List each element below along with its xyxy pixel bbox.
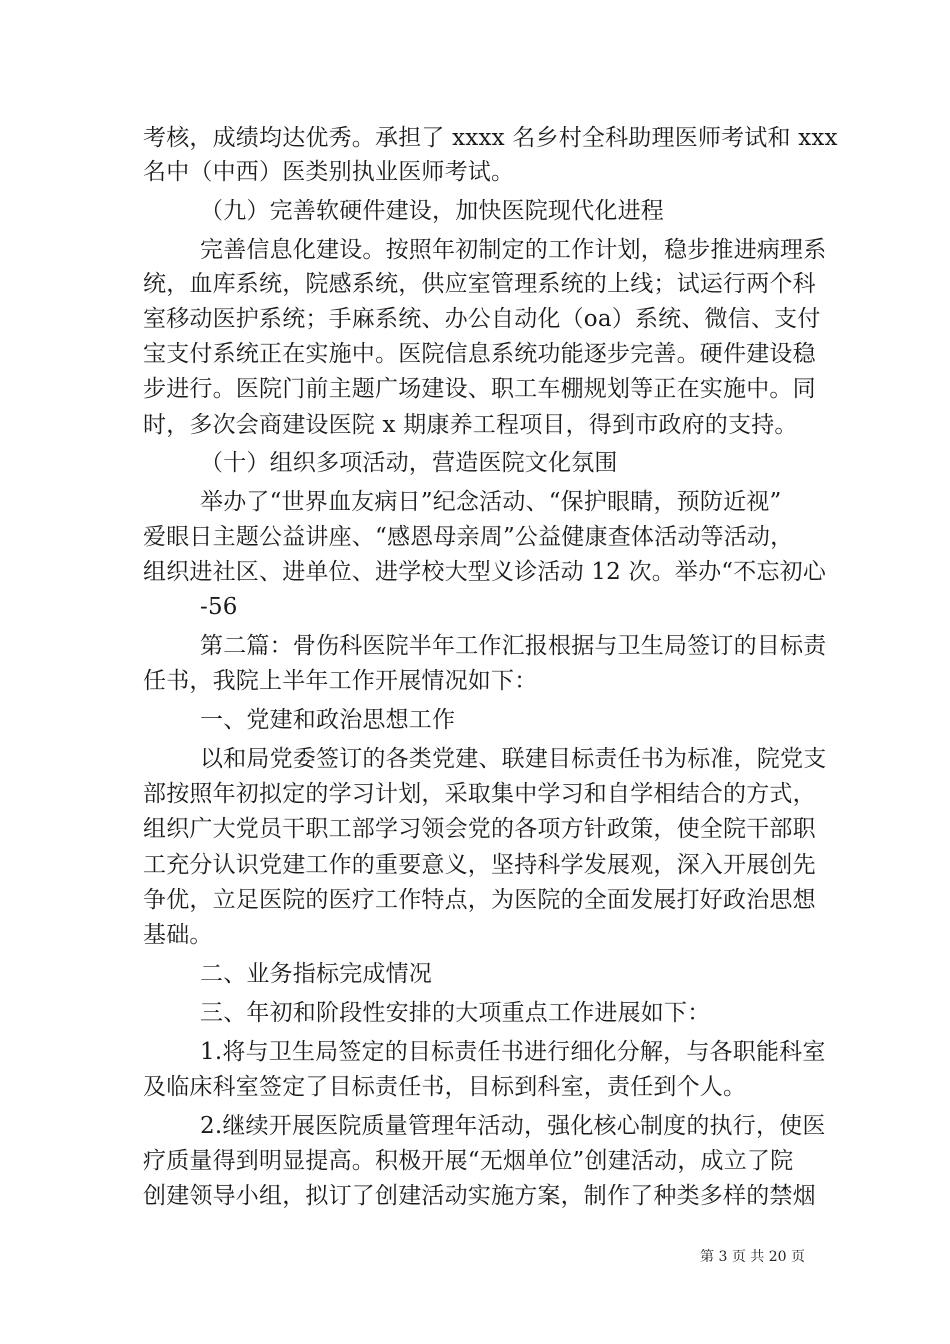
section-heading: 三、年初和阶段性安排的大项重点工作进展如下： [200,1000,711,1026]
text-line: 1.将与卫生局签定的目标责任书进行细化分解，与各职能科室 [200,1039,826,1065]
page-footer: 第 3 页 共 20 页 [700,1249,805,1265]
text-line: 第二篇：骨伤科医院半年工作汇报根据与卫生局签订的目标责 [200,633,827,659]
text-line: 考核，成绩均达优秀。承担了 xxxx 名乡村全科助理医师考试和 xxx [143,125,838,151]
text-line: 疗质量得到明显提高。积极开展“无烟单位”创建活动，成立了院 [143,1148,794,1174]
text-line: 组织进社区、进单位、进学校大型义诊活动 12 次。举办“不忘初心 [143,559,827,585]
text-line: 时，多次会商建设医院 x 期康养工程项目，得到市政府的支持。 [143,412,798,438]
section-heading: 一、党建和政治思想工作 [200,707,456,733]
text-line: 部按照年初拟定的学习计划，采取集中学习和自学相结合的方式， [143,781,816,807]
text-line: 步进行。医院门前主题广场建设、职工车棚规划等正在实施中。同 [143,376,816,402]
text-line: 以和局党委签订的各类党建、联建目标责任书为标准，院党支 [200,746,827,772]
section-heading: （十）组织多项活动，营造医院文化氛围 [200,450,618,476]
text-line: 统，血库系统，院感系统，供应室管理系统的上线；试运行两个科 [143,271,816,297]
text-line: 基础。 [143,922,213,948]
text-line: 室移动医护系统；手麻系统、办公自动化（oa）系统、微信、支付 [143,306,821,332]
text-line: 创建领导小组，拟订了创建活动实施方案，制作了种类多样的禁烟 [143,1183,816,1209]
text-line: 工充分认识党建工作的重要意义，坚持科学发展观，深入开展创先 [143,852,816,878]
text-line: 完善信息化建设。按照年初制定的工作计划，稳步推进病理系 [200,237,827,263]
text-line: 任书，我院上半年工作开展情况如下： [143,668,538,694]
text-line: 2.继续开展医院质量管理年活动，强化核心制度的执行，使医 [200,1113,826,1139]
section-heading: 二、业务指标完成情况 [200,961,432,987]
text-line: 名中（中西）医类别执业医师考试。 [143,159,515,185]
page-number-marker: -56 [200,594,238,620]
text-line: 争优，立足医院的医疗工作特点，为医院的全面发展打好政治思想 [143,887,816,913]
text-line: 组织广大党员干职工部学习领会党的各项方针政策，使全院干部职 [143,816,816,842]
text-line: 及临床科室签定了目标责任书，目标到科室，责任到个人。 [143,1074,747,1100]
text-line: 举办了“世界血友病日”纪念活动、“保护眼睛，预防近视” [200,489,782,515]
text-line: 宝支付系统正在实施中。医院信息系统功能逐步完善。硬件建设稳 [143,341,816,367]
text-line: 爱眼日主题公益讲座、“感恩母亲周”公益健康查体活动等活动， [143,524,794,550]
section-heading: （九）完善软硬件建设，加快医院现代化进程 [200,198,664,224]
